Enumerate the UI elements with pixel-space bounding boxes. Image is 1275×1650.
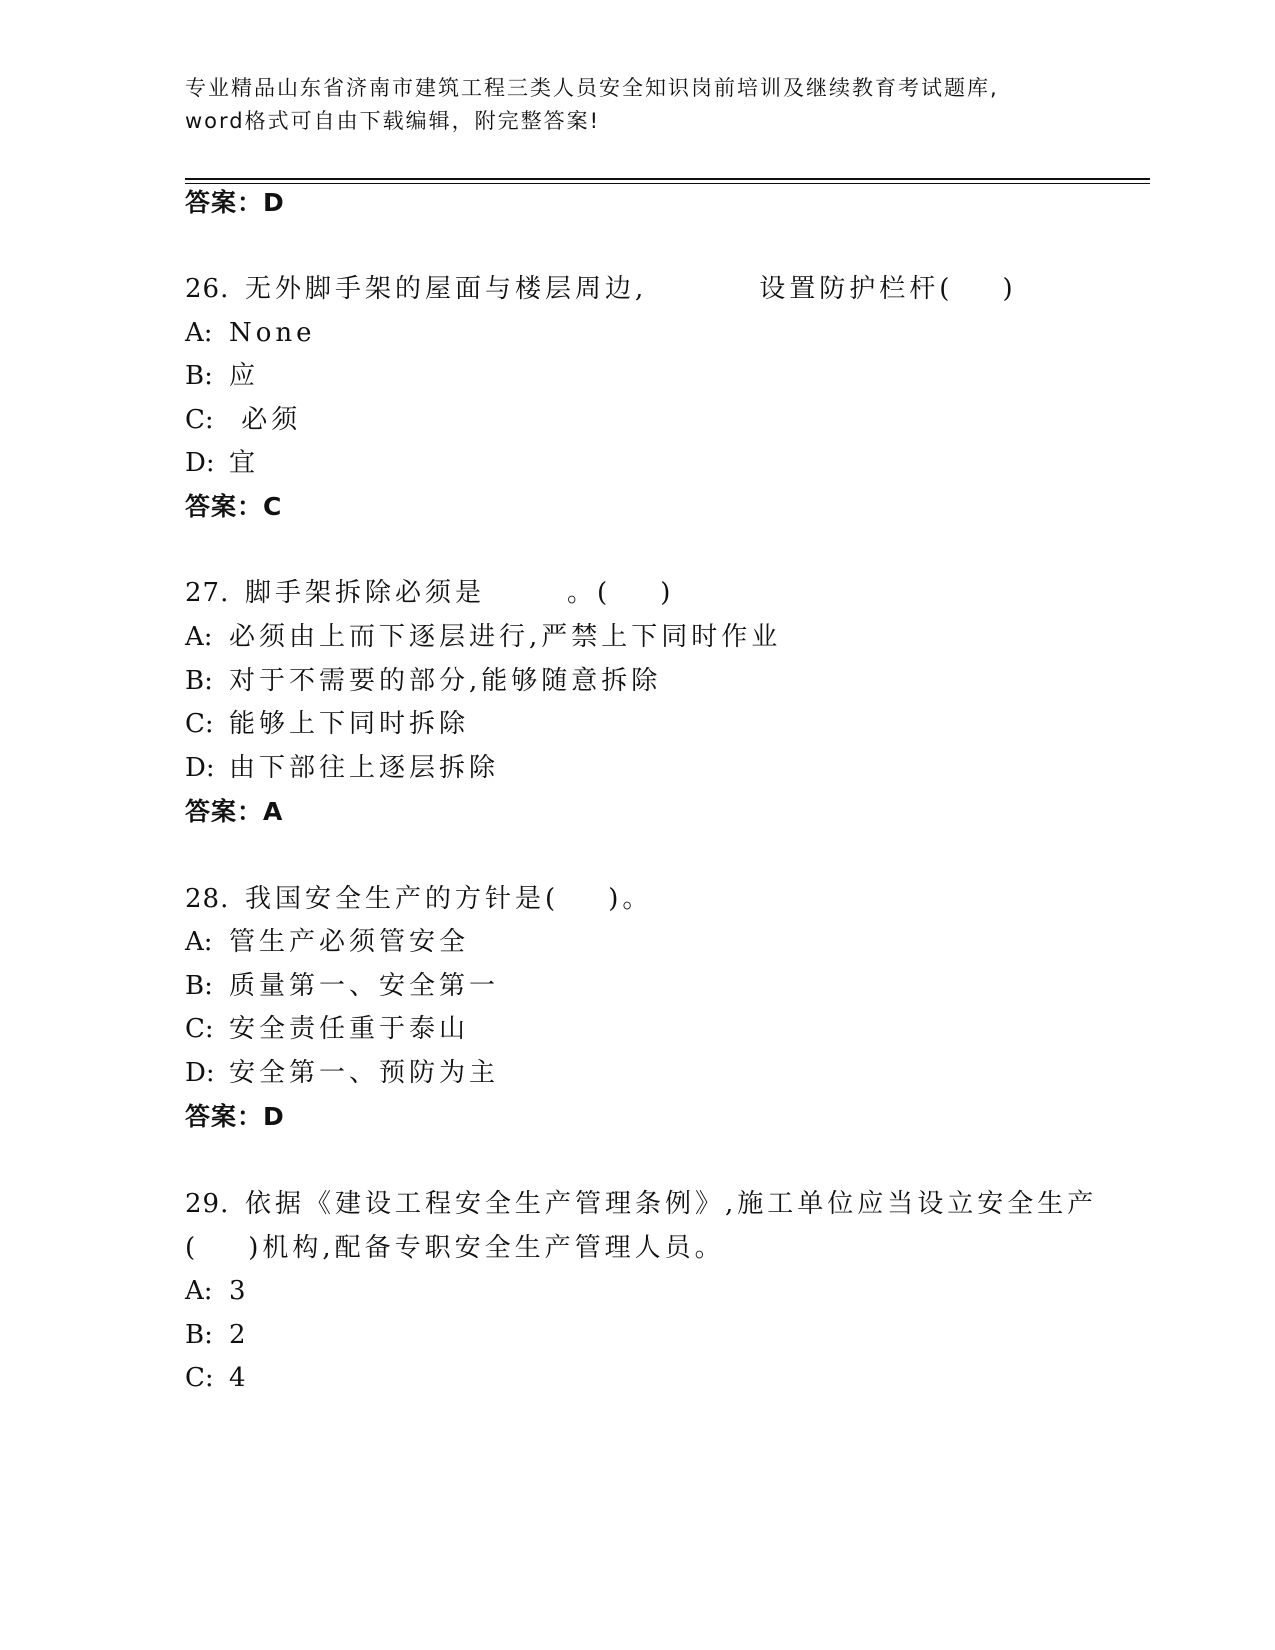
option-text: 安全第一、预防为主 bbox=[229, 1058, 500, 1088]
question-number: 29. bbox=[185, 1189, 230, 1219]
option-text: 质量第一、安全第一 bbox=[229, 971, 500, 1001]
answer-previous: 答案：D bbox=[185, 188, 285, 217]
option-c bbox=[185, 403, 301, 437]
option-d bbox=[185, 446, 259, 480]
option-key: C: bbox=[185, 1363, 214, 1393]
option-text: 管生产必须管安全 bbox=[229, 927, 470, 957]
option-text: None bbox=[229, 318, 316, 348]
question-text: 我国安全生产的方针是( )。 bbox=[245, 884, 653, 914]
question-number: 26. bbox=[185, 274, 230, 304]
question-text: 脚手架拆除必须是 bbox=[245, 578, 486, 608]
question-28-stem bbox=[185, 882, 652, 916]
option-text: 宜 bbox=[229, 448, 260, 478]
option-d bbox=[185, 1056, 499, 1090]
option-b bbox=[185, 664, 661, 698]
option-text: 对于不需要的部分,能够随意拆除 bbox=[229, 666, 662, 696]
question-27-stem bbox=[185, 576, 674, 610]
option-d bbox=[185, 751, 499, 785]
option-key: B: bbox=[185, 1320, 213, 1350]
option-key: D: bbox=[185, 448, 215, 478]
option-a bbox=[185, 925, 469, 959]
question-text: 无外脚手架的屋面与楼层周边, bbox=[245, 274, 648, 304]
option-key: C: bbox=[185, 1014, 214, 1044]
option-b bbox=[185, 1318, 250, 1352]
option-text: 3 bbox=[229, 1276, 250, 1306]
question-number: 27. bbox=[185, 578, 230, 608]
question-29-stem bbox=[185, 1187, 1097, 1221]
header-rule-thick bbox=[185, 178, 1150, 180]
answer-27: 答案：A bbox=[185, 797, 284, 826]
question-number: 28. bbox=[185, 884, 230, 914]
option-text: 必须由上而下逐层进行,严禁上下同时作业 bbox=[229, 622, 782, 652]
option-key: B: bbox=[185, 666, 213, 696]
option-c bbox=[185, 707, 469, 741]
document-header bbox=[185, 72, 1065, 138]
answer-28: 答案：D bbox=[185, 1102, 285, 1131]
option-text: 能够上下同时拆除 bbox=[229, 709, 470, 739]
option-key: B: bbox=[185, 361, 213, 391]
option-text: 安全责任重于泰山 bbox=[229, 1014, 470, 1044]
option-c bbox=[185, 1012, 469, 1046]
header-line-1: 专业精品山东省济南市建筑工程三类人员安全知识岗前培训及继续教育考试题库, bbox=[185, 76, 999, 100]
question-text-tail: 。( ) bbox=[567, 578, 675, 608]
option-a bbox=[185, 1274, 250, 1308]
option-a bbox=[185, 316, 316, 350]
option-text: 应 bbox=[229, 361, 260, 391]
header-rule-thin bbox=[185, 183, 1150, 184]
option-b bbox=[185, 969, 499, 1003]
question-29-stem-line-2: ( )机构,配备专职安全生产管理人员。 bbox=[185, 1233, 725, 1263]
question-text: 依据《建设工程安全生产管理条例》,施工单位应当设立安全生产 bbox=[245, 1189, 1098, 1219]
option-key: A: bbox=[185, 318, 213, 348]
option-key: D: bbox=[185, 753, 215, 783]
question-26-stem bbox=[185, 272, 1017, 306]
option-b bbox=[185, 359, 259, 393]
option-key: A: bbox=[185, 622, 213, 652]
question-text-tail: 设置防护栏杆( ) bbox=[759, 274, 1017, 304]
option-key: C: bbox=[185, 405, 214, 435]
option-key: B: bbox=[185, 971, 213, 1001]
option-text: 2 bbox=[229, 1320, 250, 1350]
option-key: A: bbox=[185, 1276, 213, 1306]
option-text: 由下部往上逐层拆除 bbox=[229, 753, 500, 783]
option-key: A: bbox=[185, 927, 213, 957]
answer-26: 答案：C bbox=[185, 492, 283, 521]
option-key: C: bbox=[185, 709, 214, 739]
option-a bbox=[185, 620, 781, 654]
option-text: 必须 bbox=[229, 405, 302, 435]
option-c bbox=[185, 1361, 250, 1395]
header-line-2: word格式可自由下载编辑，附完整答案! bbox=[185, 109, 601, 133]
option-text: 4 bbox=[229, 1363, 250, 1393]
option-key: D: bbox=[185, 1058, 215, 1088]
